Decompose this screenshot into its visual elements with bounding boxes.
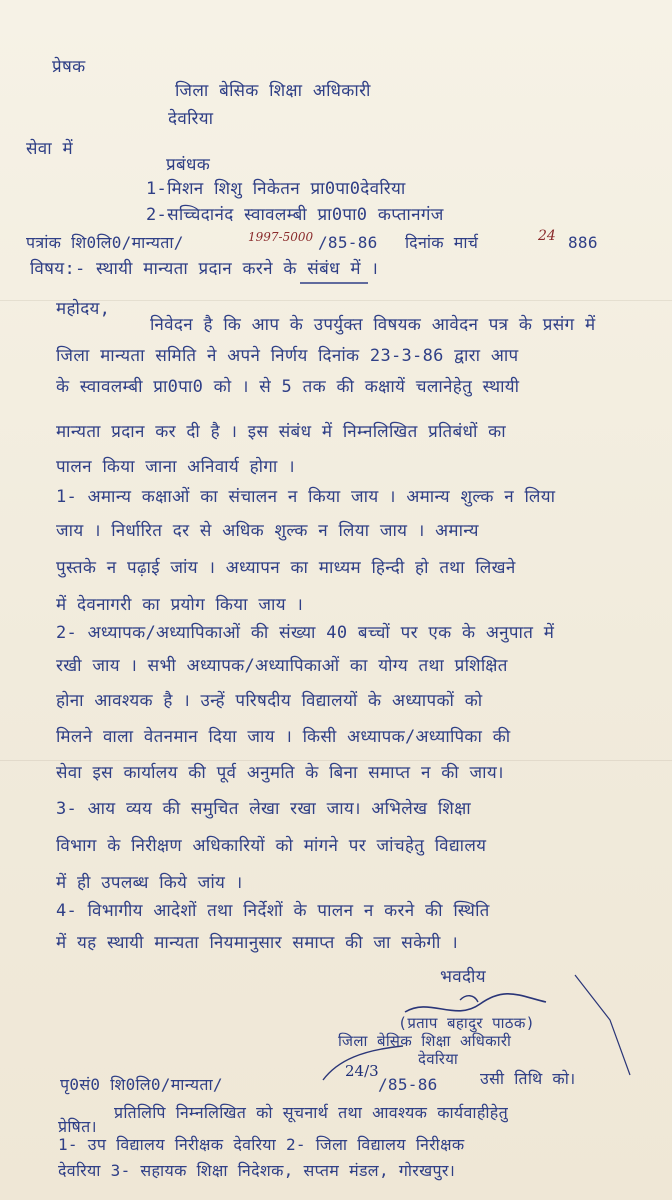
endorsement-handwritten: 24/3 [345, 1062, 379, 1080]
recipient-title: प्रबंधक [166, 155, 211, 175]
body-line: मिलने वाला वेतनमान दिया जाय । किसी अध्यापक/अध्यापिका की [56, 727, 511, 747]
signatory-office: जिला बेसिक शिक्षा अधिकारी [338, 1032, 512, 1050]
recipient-1: 1-मिशन शिशु निकेतन प्रा0पा0देवरिया [146, 179, 406, 199]
body-line: मान्यता प्रदान कर दी है । इस संबंध में निम्नलिखित प्रतिबंधों का [56, 422, 506, 442]
handwritten-ref: 1997-5000 [248, 230, 314, 244]
to-label: सेवा में [26, 139, 73, 159]
endorsement-date: उसी तिथि को। [480, 1069, 576, 1088]
reference-number: पत्रांक शि0लि0/मान्यता/ [26, 233, 184, 252]
reference-year: /85-86 [318, 233, 378, 252]
endorsement-ref: पृ0सं0 शि0लि0/मान्यता/ [60, 1075, 223, 1094]
signatory-name: (प्रताप बहादुर पाठक) [398, 1014, 535, 1032]
signatory-place: देवरिया [418, 1050, 459, 1068]
recipient-2: 2-सच्चिदानंद स्वावलम्बी प्रा0पा0 कप्तानगंज [146, 205, 444, 225]
body-line: में यह स्थायी मान्यता नियमानुसार समाप्त की जा सकेगी । [56, 933, 458, 953]
subject-line: विषय:- स्थायी मान्यता प्रदान करने के संबंध में । [30, 259, 379, 279]
body-line: रखी जाय । सभी अध्यापक/अध्यापिकाओं का योग्य तथा प्रशिक्षित [56, 656, 508, 676]
body-line: होना आवश्यक है । उन्हें परिषदीय विद्यालयों के अध्यापकों को [56, 691, 483, 711]
body-line: विभाग के निरीक्षण अधिकारियों को मांगने पर जांचहेतु विद्यालय [56, 836, 487, 856]
sender-office: जिला बेसिक शिक्षा अधिकारी [175, 81, 371, 101]
body-line: सेवा इस कार्यालय की पूर्व अनुमति के बिना समाप्त न की जाय। [56, 763, 504, 783]
handwritten-date: 24 [538, 228, 556, 244]
body-line: पालन किया जाना अनिवार्य होगा । [56, 457, 295, 477]
paper-fold [0, 760, 672, 761]
copy-line: देवरिया 3- सहायक शिक्षा निदेशक, सप्तम मंडल, गोरखपुर। [58, 1161, 456, 1180]
condition-1: 1- अमान्य कक्षाओं का संचालन न किया जाय । अमान्य शुल्क न लिया [56, 487, 556, 507]
body-line: में देवनागरी का प्रयोग किया जाय । [56, 595, 304, 615]
condition-3: 3- आय व्यय की समुचित लेखा रखा जाय। अभिलेख शिक्षा [56, 799, 472, 819]
sender-label: प्रेषक [52, 57, 86, 77]
body-line: निवेदन है कि आप के उपर्युक्त विषयक आवेदन पत्र के प्रसंग में [150, 315, 596, 335]
body-line: के स्वावलम्बी प्रा0पा0 को । से 5 तक की कक्षायें चलानेहेतु स्थायी [56, 377, 520, 397]
date-year: 886 [568, 233, 598, 252]
copy-line: प्रेषित। [58, 1117, 97, 1136]
body-line: में ही उपलब्ध किये जांय । [56, 873, 243, 893]
copy-line: प्रतिलिपि निम्नलिखित को सूचनार्थ तथा आवश्यक कार्यवाहीहेतु [114, 1103, 508, 1122]
sender-place: देवरिया [168, 109, 214, 129]
body-line: जिला मान्यता समिति ने अपने निर्णय दिनांक 23-3-86 द्वारा आप [56, 346, 519, 366]
condition-4: 4- विभागीय आदेशों तथा निर्देशों के पालन न करने की स्थिति [56, 901, 490, 921]
condition-2: 2- अध्यापक/अध्यापिकाओं की संख्या 40 बच्चों पर एक के अनुपात में [56, 623, 555, 643]
date-label: दिनांक मार्च [405, 233, 479, 252]
pen-stroke [570, 970, 640, 1080]
closing: भवदीय [440, 967, 486, 987]
copy-line: 1- उप विद्यालय निरीक्षक देवरिया 2- जिला विद्यालय निरीक्षक [58, 1135, 465, 1154]
endorsement-year: /85-86 [378, 1075, 438, 1094]
body-line: पुस्तके न पढ़ाई जांय । अध्यापन का माध्यम हिन्दी हो तथा लिखने [56, 558, 516, 578]
body-line: जाय । निर्धारित दर से अधिक शुल्क न लिया जाय । अमान्य [56, 521, 479, 541]
subject-underline [300, 280, 370, 286]
salutation: महोदय, [56, 299, 111, 319]
